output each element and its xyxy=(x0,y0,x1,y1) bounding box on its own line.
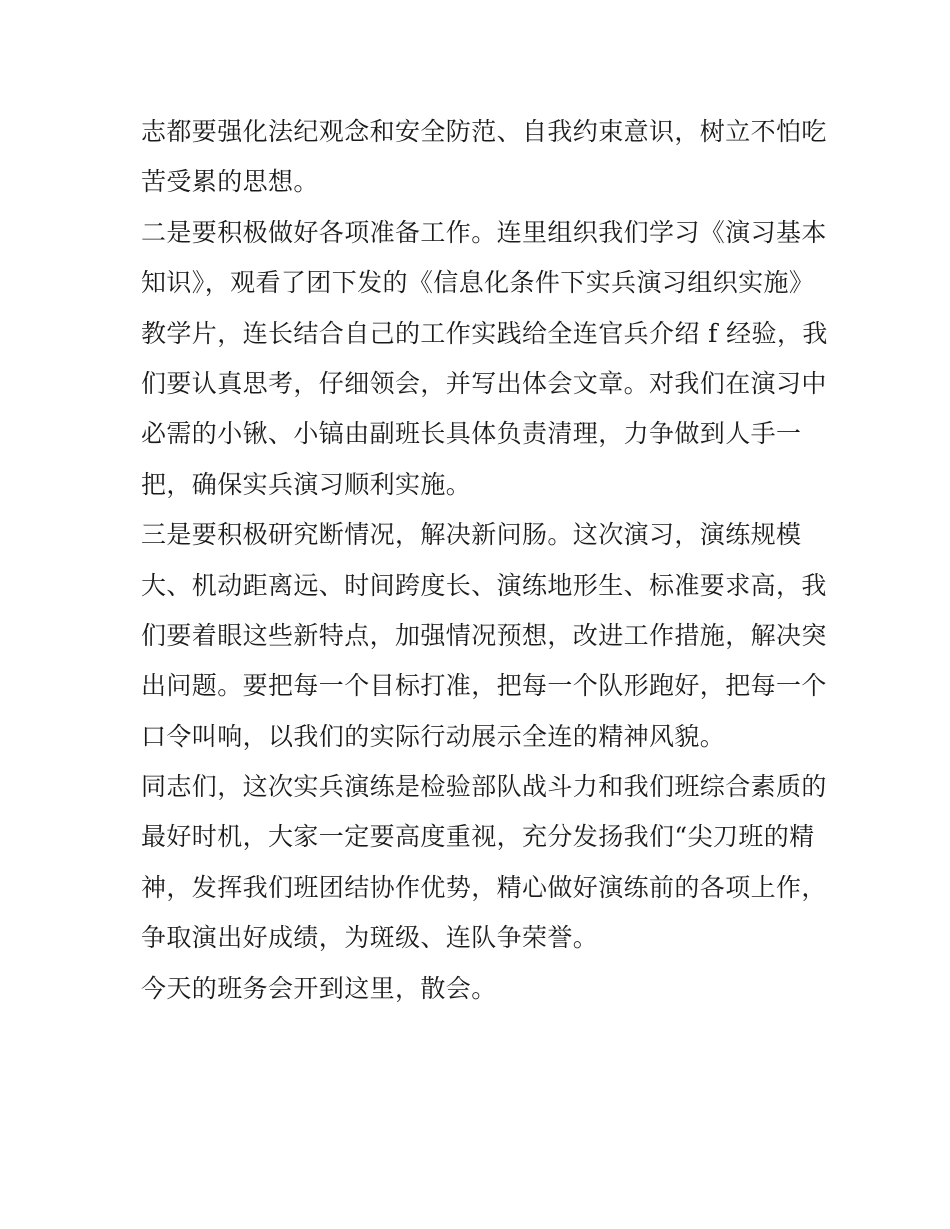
document-body xyxy=(141,107,831,1014)
text-line-6: 们要认真思考，仔细领会，并写出体会文章。对我们在演习中 xyxy=(141,368,827,398)
text-line-1: 志都要强化法纪观念和安全防范、自我约束意识，树立不怕吃 xyxy=(141,117,827,146)
text-line-12: 出问题。要把每一个目标打准，把每一个队形跑好，把每一个 xyxy=(141,671,827,701)
text-line-15: 最好时机，大家一定要高度重视，充分发扬我们“尖刀班的精 xyxy=(141,822,815,852)
text-line-3: 二是要积极做好各项准备工作。连里组织我们学习《演习基本 xyxy=(141,217,827,247)
text-line-8: 把，确保实兵演习顺利实施。 xyxy=(141,469,472,499)
text-line-11: 们要着眼这些新特点，加强情况预想，改进工作措施，解决突 xyxy=(141,620,827,650)
text-line-16: 神，发挥我们班团结协作优势，精心做好演练前的各项上作， xyxy=(141,872,827,902)
text-line-10: 大、机动距离远、时间跨度长、演练地形生、标准要求高，我 xyxy=(141,570,827,600)
text-line-14: 同志们，这次实兵演练是检验部队战斗力和我们班综合素质的 xyxy=(141,772,827,802)
text-line-9: 三是要积极研究断情况，解决新问肠。这次演习，演练规模 xyxy=(141,520,802,550)
text-line-5: 教学片，连长结合自己的工作实践给全连官兵介绍 f 经验，我 xyxy=(141,318,828,348)
text-line-4: 知识》，观看了团下发的《信息化条件下实兵演习组织实施》 xyxy=(141,268,815,298)
text-line-7: 必需的小锹、小镐由副班长具体负责清理，力争做到人手一 xyxy=(141,419,802,449)
text-line-18: 今天的班务会开到这里，散会。 xyxy=(141,973,497,1003)
text-line-17: 争取演出好成绩，为斑级、连队争荣誉。 xyxy=(141,923,599,953)
text-line-13: 口令叫响，以我们的实际行动展示全连的精神风貌。 xyxy=(141,721,726,751)
text-line-2: 苦受累的思想。 xyxy=(141,167,319,197)
